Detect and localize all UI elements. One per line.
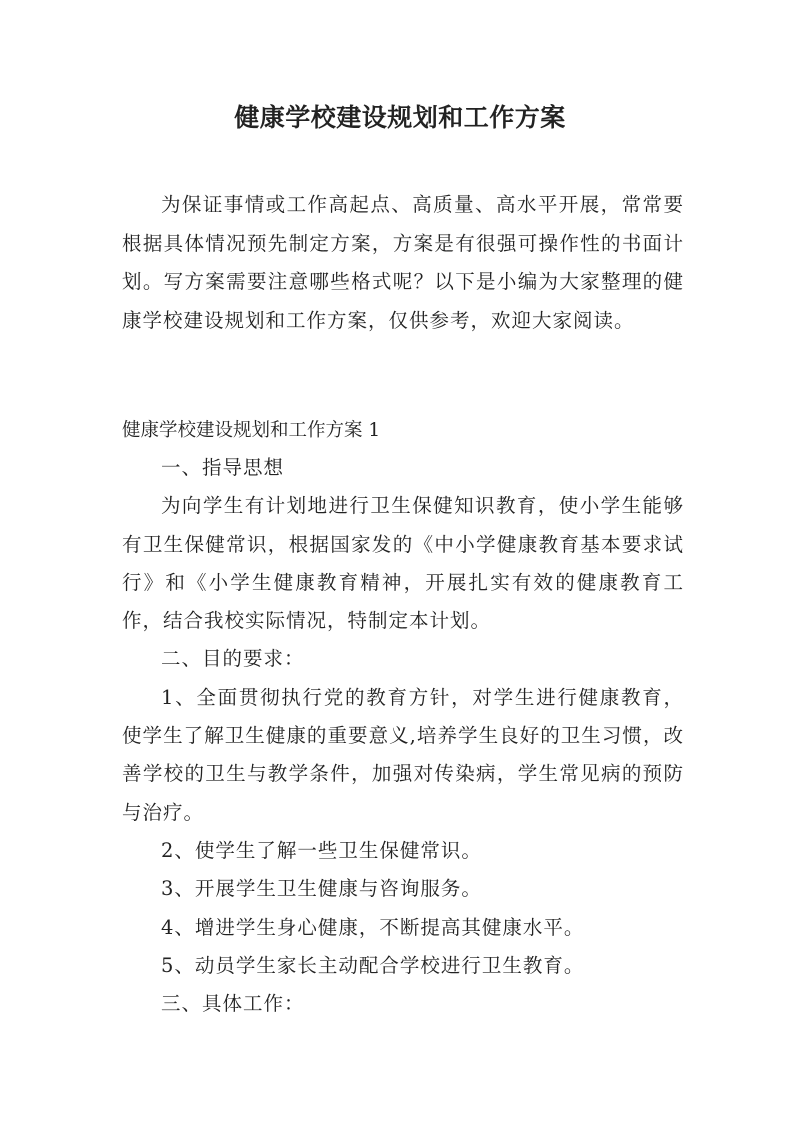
body-paragraph: 为向学生有计划地进行卫生保健知识教育，使小学生能够有卫生保健常识，根据国家发的《中小学健康教育基本要求试行》和《小学生健康教育精神，开展扎实有效的健康教育工作，结合我校实际情况，特制定本计划。 bbox=[122, 494, 684, 633]
list-item: 5、动员学生家长主动配合学校进行卫生教育。 bbox=[161, 953, 585, 977]
document-body bbox=[122, 449, 684, 1023]
list-item: 1、全面贯彻执行党的教育方针，对学生进行健康教育，使学生了解卫生健康的重要意义,培养学生良好的卫生习惯，改善学校的卫生与教学条件，加强对传染病，学生常见病的预防与治疗。 bbox=[122, 685, 684, 824]
list-item: 3、开展学生卫生健康与咨询服务。 bbox=[161, 877, 482, 901]
intro-paragraph: 为保证事情或工作高起点、高质量、高水平开展，常常要根据具体情况预先制定方案，方案是有很强可操作性的书面计划。写方案需要注意哪些格式呢？以下是小编为大家整理的健康学校建设规划和工作方案，仅供参考，欢迎大家阅读。 bbox=[122, 193, 684, 332]
heading-guiding-ideology: 一、指导思想 bbox=[161, 456, 285, 479]
heading-specific-work: 三、具体工作： bbox=[161, 992, 305, 1016]
document-title: 健康学校建设规划和工作方案 bbox=[234, 103, 566, 132]
list-item: 4、增进学生身心健康，不断提高其健康水平。 bbox=[161, 915, 585, 939]
heading-objectives: 二、目的要求： bbox=[161, 647, 305, 671]
section-heading: 健康学校建设规划和工作方案 1 bbox=[122, 420, 381, 441]
list-item: 2、使学生了解一些卫生保健常识。 bbox=[161, 838, 482, 862]
